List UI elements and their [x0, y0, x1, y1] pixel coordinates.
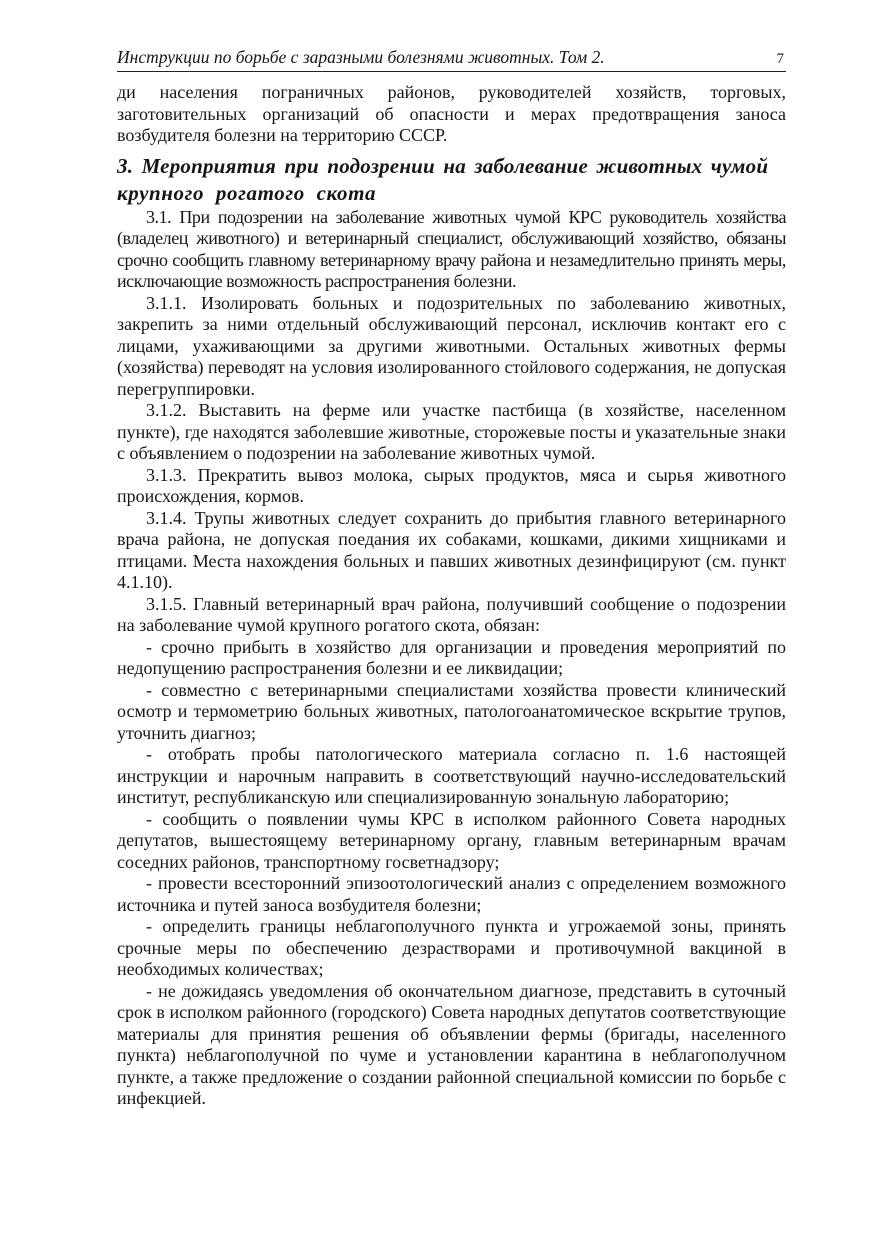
header-title: Инструкции по борьбе с заразными болезнями животных. Том 2. [117, 47, 605, 67]
list-item: - провести всесторонний эпизоотологический анализ с определением возможного источника и путей заноса возбудителя болезни; [117, 873, 786, 915]
paragraph-3-1-2: 3.1.2. Выставить на ферме или участке пастбища (в хозяйстве, населенном пункте), где находятся заболевшие животные, сторожевые посты и указательные знаки с объявлением о подозрении на заболевание животных чумой. [117, 400, 786, 463]
intro-paragraph: ди населения пограничных районов, руководителей хозяйств, торговых, заготовительных организаций об опасности и мерах предотвращения заноса возбудителя болезни на территорию СССР. [117, 82, 786, 145]
document-page [117, 46, 786, 1110]
section-title [117, 153, 786, 207]
paragraph-3-1-3: 3.1.3. Прекратить вывоз молока, сырых продуктов, мяса и сырья животного происхождения, кормов. [117, 464, 786, 506]
paragraph-3-1-5: 3.1.5. Главный ветеринарный врач района, получивший сообщение о подозрении на заболевание чумой крупного рогатого скота, обязан: [117, 593, 786, 635]
list-item: - отобрать пробы патологического материала согласно п. 1.6 настоящей инструкции и нарочным направить в соответствующий научно-исследовательский институт, республиканскую или специализированную зональную лабораторию; [117, 744, 786, 807]
page-number: 7 [776, 51, 784, 67]
document-body [117, 82, 786, 1110]
paragraph-3-1-4: 3.1.4. Трупы животных следует сохранить до прибытия главного ветеринарного врача района, не допуская поедания их собаками, кошками, дикими хищниками и птицами. Места нахождения больных и павших животных дезинфицируют (см. пункт 4.1.10). [117, 507, 786, 592]
running-header [117, 46, 786, 72]
list-item: - сообщить о появлении чумы КРС в исполком районного Совета народных депутатов, вышестоящему ветеринарному органу, главным ветеринарным врачам соседних районов, транспортному госветнадзору; [117, 808, 786, 872]
paragraph-3-1: 3.1. При подозрении на заболевание животных чумой КРС руководитель хозяйства (владелец животного) и ветеринарный специалист, обслуживающий хозяйство, обязаны срочно сообщить главному ветеринарному врачу района и незамедлительно принять меры, исключающие возможность распространения болезни. [117, 206, 786, 291]
section-title-line-1: 3. Мероприятия при подозрении на заболевание животных чумой [117, 153, 769, 178]
list-item: - не дожидаясь уведомления об окончательном диагнозе, представить в суточный срок в исполком районного (городского) Совета народных депутатов соответствующие материалы для принятия решения об объявлении фермы (бригады, населенного пункта) неблагополучной по чуме и установлении карантина в неблагополучном пункте, а также предложение о создании районной специальной комиссии по борьбе с инфекцией. [117, 980, 786, 1108]
paragraph-3-1-1: 3.1.1. Изолировать больных и подозрительных по заболеванию животных, закрепить за ними отдельный обслуживающий персонал, исключив контакт его с лицами, ухаживающими за другими животными. Остальных животных фермы (хозяйства) переводят на условия изолированного стойлового содержания, не допуская перегруппировки. [117, 292, 786, 399]
list-item: - срочно прибыть в хозяйство для организации и проведения мероприятий по недопущению распространения болезни и ее ликвидации; [117, 636, 786, 678]
list-item: - определить границы неблагополучного пункта и угрожаемой зоны, принять срочные меры по обеспечению дезрастворами и противочумной вакциной в необходимых количествах; [117, 916, 786, 979]
section-title-line-2: крупного рогатого скота [117, 180, 377, 205]
list-item: - совместно с ветеринарными специалистами хозяйства провести клинический осмотр и термометрию больных животных, патологоанатомическое вскрытие трупов, уточнить диагноз; [117, 679, 786, 743]
